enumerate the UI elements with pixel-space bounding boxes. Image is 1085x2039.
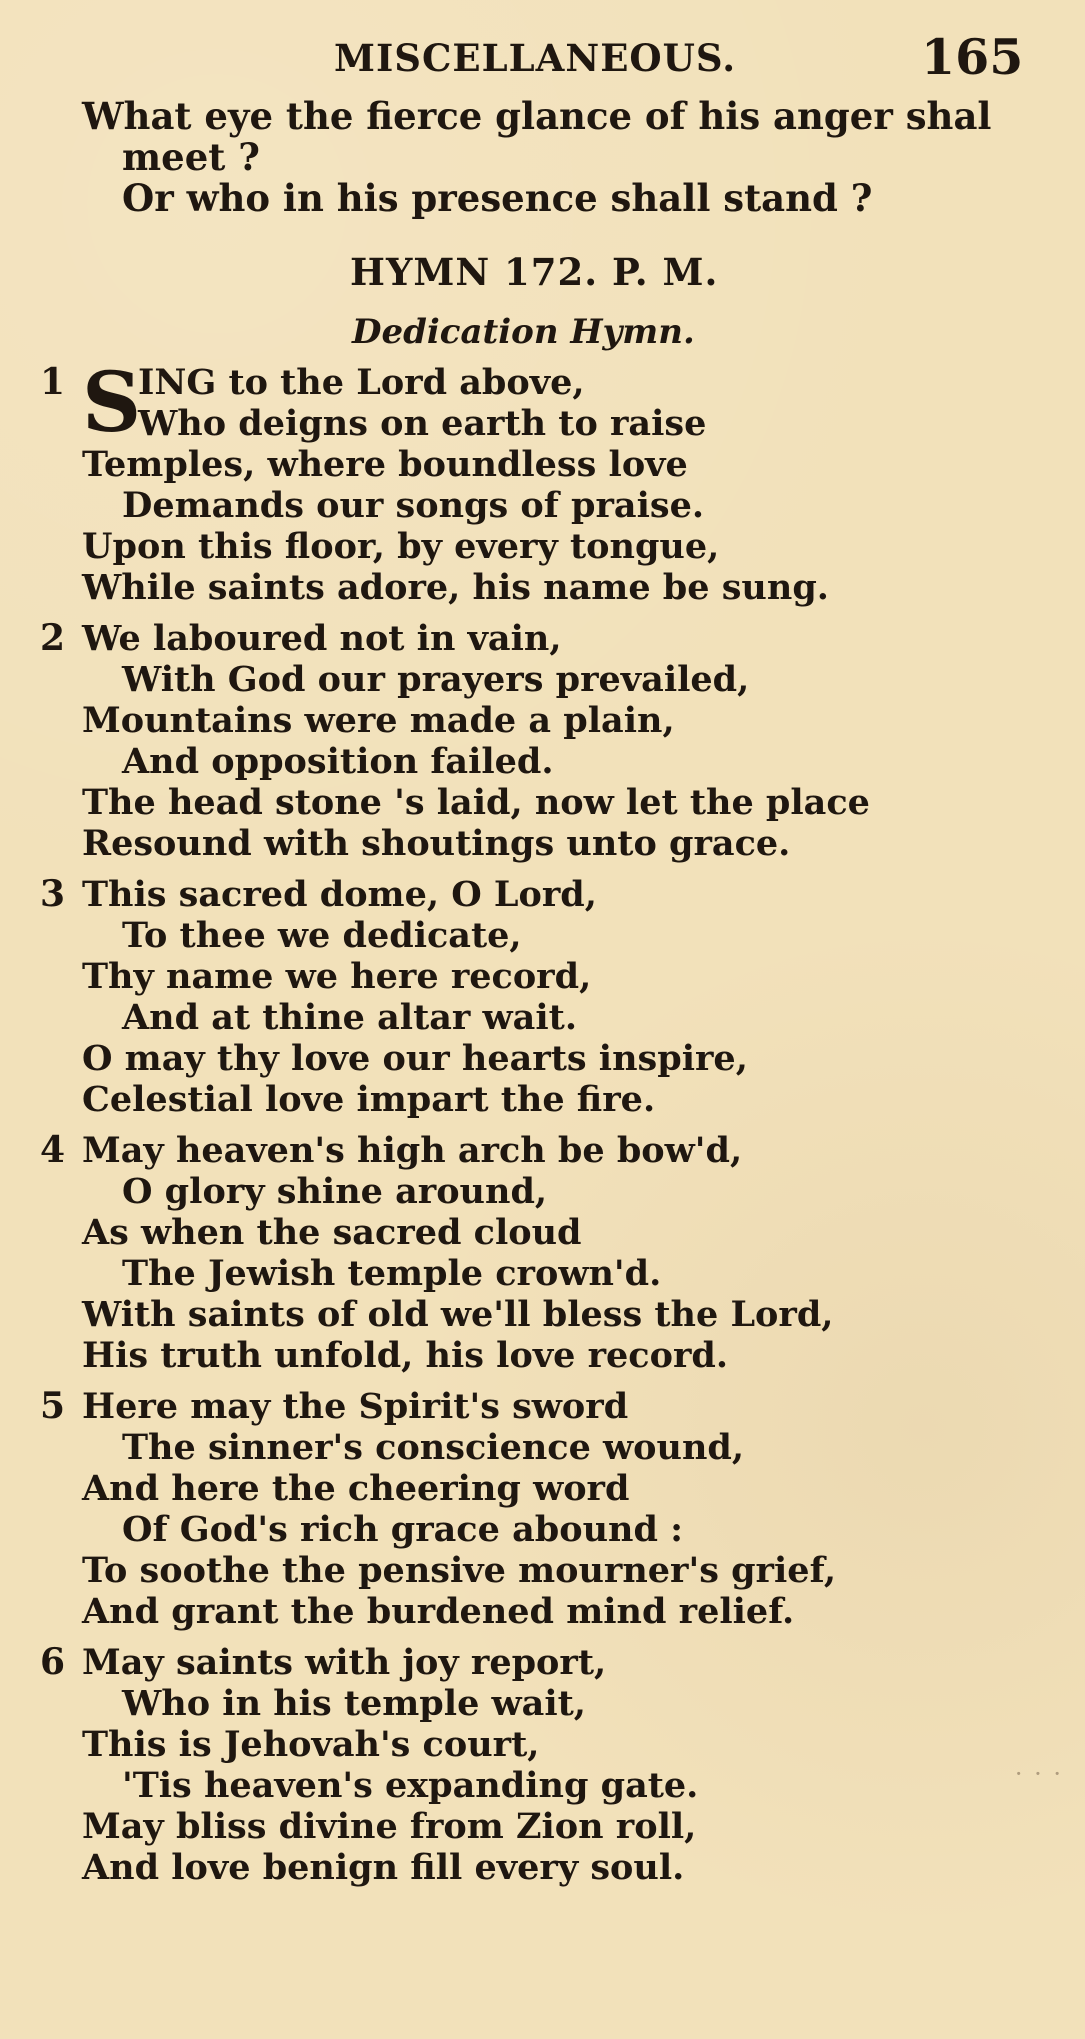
stanza-line: O glory shine around, [122, 1171, 548, 1212]
stanza-lines [82, 1130, 1050, 1376]
stanza-line: And love benign fill every soul. [82, 1847, 685, 1888]
stanza-line: This sacred dome, O Lord, [82, 874, 597, 915]
stanza-line: The head stone 's laid, now let the place [82, 782, 870, 823]
stanza-lines [82, 355, 1050, 608]
section-title: MISCELLANEOUS. [334, 36, 737, 80]
stanza-1 [40, 355, 1050, 608]
intro-line-3: Or who in his presence shall stand ? [122, 176, 873, 220]
stanza-1-opening [82, 355, 1050, 451]
stanza-6 [40, 1642, 1050, 1888]
hymn-stanzas [40, 355, 1050, 1898]
page-header [334, 28, 1054, 86]
stanza-line: The Jewish temple crown'd. [122, 1253, 662, 1294]
stanza-line: Of God's rich grace abound : [122, 1509, 684, 1550]
page-number: 165 [921, 28, 1024, 86]
stanza-line: His truth unfold, his love record. [82, 1335, 729, 1376]
stanza-line: Upon this floor, by every tongue, [82, 526, 720, 567]
stanza-line: And grant the burdened mind relief. [82, 1591, 795, 1632]
stanza-line: Here may the Spirit's sword [82, 1386, 629, 1427]
stanza-line: May heaven's high arch be bow'd, [82, 1130, 743, 1171]
stanza-number: 3 [40, 873, 66, 915]
stanza-line: While saints adore, his name be sung. [82, 567, 829, 608]
stanza-line: This is Jehovah's court, [82, 1724, 540, 1765]
stanza-number: 4 [40, 1129, 66, 1171]
stanza-3 [40, 874, 1050, 1120]
stanza-line: And at thine altar wait. [122, 997, 577, 1038]
stanza-line: Celestial love impart the fire. [82, 1079, 656, 1120]
stanza-line: ING to the Lord above, [138, 362, 585, 403]
stanza-line: Who in his temple wait, [122, 1683, 586, 1724]
stanza-line: The sinner's conscience wound, [122, 1427, 745, 1468]
intro-lines [82, 96, 1022, 219]
hymn-subtitle: Dedication Hymn. [352, 312, 695, 352]
stanza-line: May bliss divine from Zion roll, [82, 1806, 697, 1847]
stanza-lines [82, 1386, 1050, 1632]
stanza-line: Resound with shoutings unto grace. [82, 823, 791, 864]
hymn-title: HYMN 172. P. M. [350, 250, 719, 294]
stanza-line: We laboured not in vain, [82, 618, 562, 659]
stanza-line: To soothe the pensive mourner's grief, [82, 1550, 837, 1591]
stanza-number: 2 [40, 617, 66, 659]
stanza-line: With God our prayers prevailed, [122, 659, 750, 700]
stanza-number: 6 [40, 1641, 66, 1683]
stanza-line: Thy name we here record, [82, 956, 592, 997]
stanza-line: With saints of old we'll bless the Lord, [82, 1294, 834, 1335]
stanza-lines [82, 618, 1050, 864]
stanza-line: And opposition failed. [122, 741, 554, 782]
stanza-line: Demands our songs of praise. [122, 485, 705, 526]
stanza-line: O may thy love our hearts inspire, [82, 1038, 748, 1079]
stanza-line: Mountains were made a plain, [82, 700, 675, 741]
drop-cap: S [82, 355, 142, 451]
stanza-2 [40, 618, 1050, 864]
stanza-4 [40, 1130, 1050, 1376]
stanza-line: And here the cheering word [82, 1468, 630, 1509]
intro-line-1: What eye the fierce glance of his anger shal [82, 94, 992, 138]
stanza-line: Temples, where boundless love [82, 444, 688, 485]
stanza-line: Who deigns on earth to raise [138, 403, 707, 444]
stanza-lines [82, 874, 1050, 1120]
stanza-line: 'Tis heaven's expanding gate. [122, 1765, 699, 1806]
stanza-5 [40, 1386, 1050, 1632]
stanza-line: May saints with joy report, [82, 1642, 607, 1683]
stanza-line: As when the sacred cloud [82, 1212, 582, 1253]
stanza-number: 5 [40, 1385, 66, 1427]
stanza-lines [82, 1642, 1050, 1888]
page-speckles: · · · [1014, 1760, 1063, 1788]
stanza-line: To thee we dedicate, [122, 915, 522, 956]
intro-line-2: meet ? [122, 135, 260, 179]
stanza-number: 1 [40, 361, 66, 403]
